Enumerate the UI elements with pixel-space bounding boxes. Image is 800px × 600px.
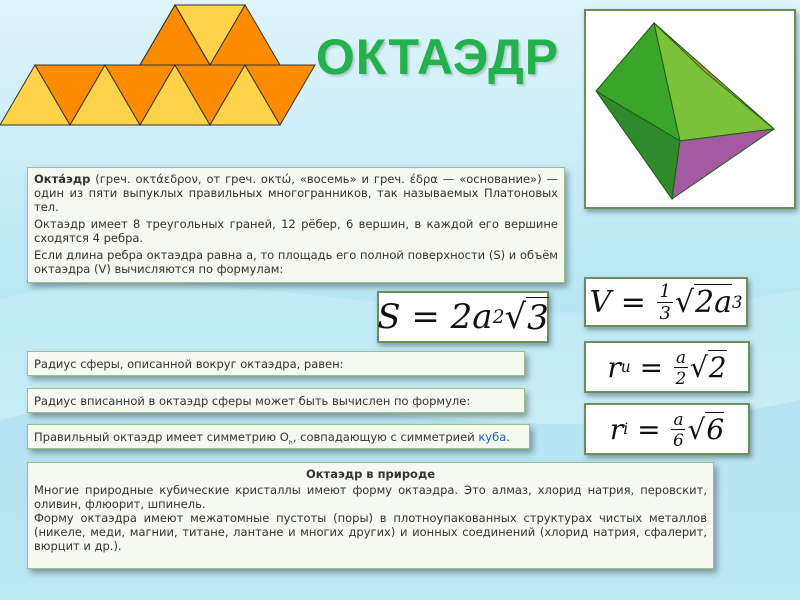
nature-panel [27, 462, 714, 569]
formula-v-lhs: V [589, 284, 612, 320]
intro-panel [27, 167, 565, 283]
symmetry-note [27, 424, 530, 449]
volume-formula: V = $\frac{1}{3}$ √ 2a 3 [584, 277, 748, 327]
formula-v-num: 1 [659, 280, 671, 302]
surface-area-formula: S = 2a 2 √ 3 [377, 291, 549, 343]
nature-paragraph-2: Форму октаэдра имеют межатомные пустоты (поры) в плотноупакованных структурах чистых металлов (никеле, меди, магнии, титане, лантане и многих других) и ионных соединений (хлорид натрия, сфалерит, вюрцит и др.). [34, 511, 707, 553]
formula-ru-num: a [675, 346, 686, 367]
page-title: ОКТАЭДР [315, 29, 560, 85]
formula-ri-sub: i [623, 420, 629, 438]
formula-v-exp: 3 [731, 292, 743, 312]
symmetry-end: . [506, 430, 510, 444]
circumscribed-note: Радиус сферы, описанной вокруг октаэдра, равен: [27, 351, 525, 376]
intro-formulas-text: Если длина ребра октаэдра равна a, то площадь его полной поверхности (S) и объём октаэдра (V) вычисляются по формулам: [34, 248, 558, 276]
formula-v-den: 3 [659, 302, 671, 324]
octahedron-net [0, 0, 320, 170]
formula-ri-lhs: r [609, 412, 624, 446]
formula-ru-den: 2 [675, 367, 687, 388]
circumradius-formula: r u = $\frac{a}{2}$ √ 2 [584, 341, 750, 393]
formula-s-exp: 2 [492, 306, 505, 328]
nature-heading: Октаэдр в природе [305, 467, 436, 481]
formula-ru-root: 2 [708, 351, 727, 384]
intro-properties: Октаэдр имеет 8 треугольных граней, 12 рёбер, 6 вершин, в каждой его вершине сходятся 4 ребра. [34, 217, 558, 245]
nature-paragraph-1: Многие природные кубические кристаллы имеют форму октаэдра. Это алмаз, хлорид натрия, перовскит, оливин, флюорит, шпинель. [34, 483, 707, 511]
symmetry-mid: , совпадающую с симметрией [292, 430, 479, 444]
formula-s-body: 2a [450, 297, 493, 337]
formula-ru-sub: u [620, 358, 631, 376]
term: Окта́эдр [34, 172, 91, 186]
formula-ri-den: 6 [673, 429, 684, 450]
inscribed-note: Радиус вписанной в октаэдр сферы может быть вычислен по формуле: [27, 388, 525, 413]
formula-ri-num: a [673, 408, 684, 429]
formula-v-root: 2a [694, 285, 732, 320]
intro-definition: (греч. οκτάεδρον, от греч. οκτώ, «восемь» и греч. έδρα — «основание») — один из пяти выпуклых правильных многогранников, так называемых Платоновых тел. [34, 172, 558, 214]
symmetry-sub: h [288, 439, 293, 447]
formula-ru-lhs: r [607, 350, 621, 384]
cube-link[interactable]: куба [478, 430, 507, 444]
formula-s-lhs: S [377, 297, 401, 337]
inradius-formula: r i = $\frac{a}{6}$ √ 6 [584, 403, 750, 455]
symmetry-text: Правильный октаэдр имеет симметрию O [34, 430, 289, 444]
formula-ri-root: 6 [706, 413, 725, 446]
octahedron-illustration [584, 9, 796, 209]
formula-s-root: 3 [527, 297, 549, 338]
